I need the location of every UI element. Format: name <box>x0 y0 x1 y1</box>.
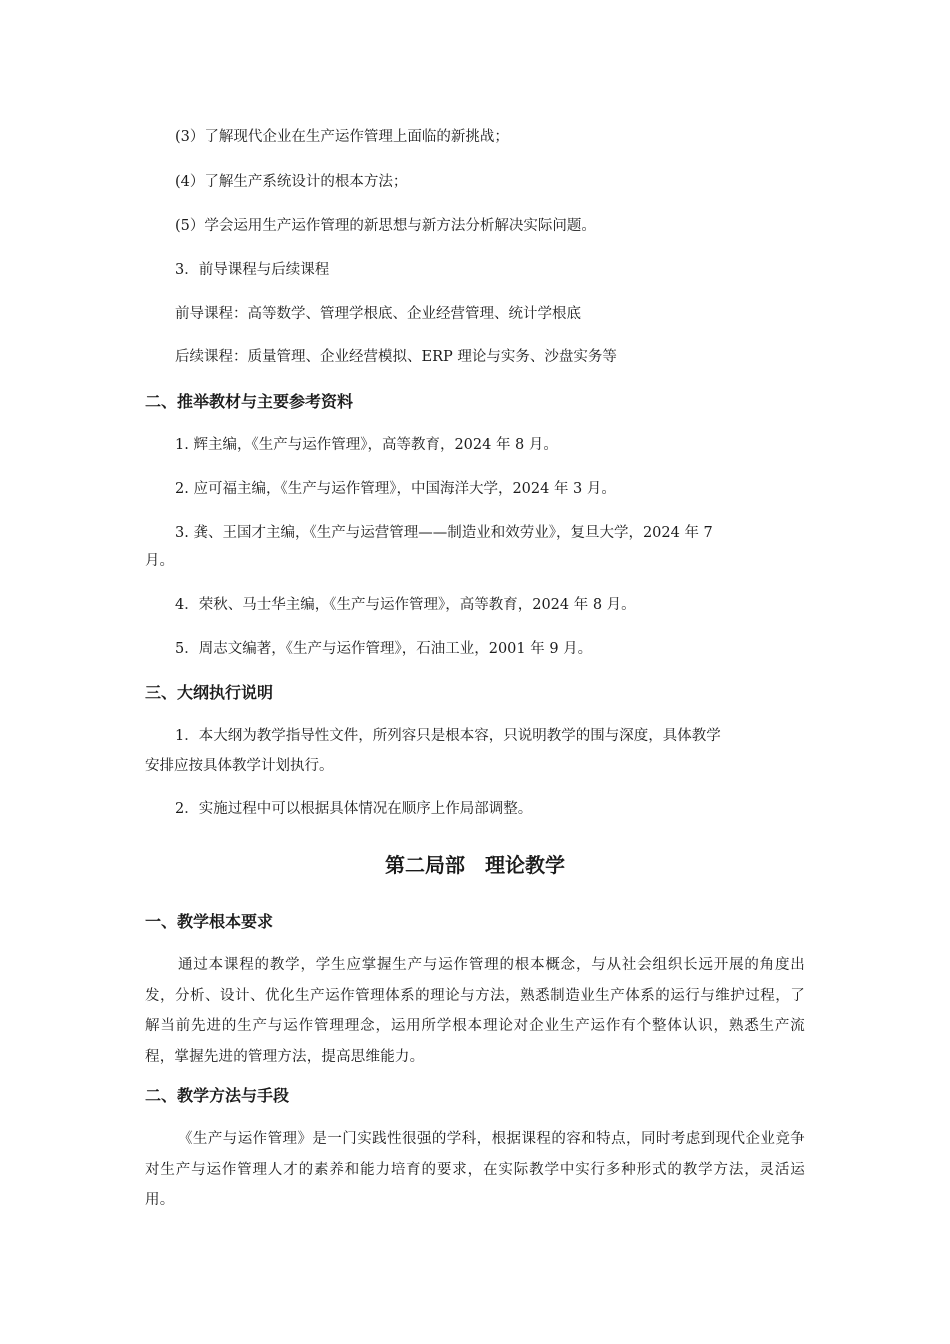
section-heading-requirements: 一、教学根本要求 <box>145 912 274 931</box>
execution-note-1-line1: 1．本大纲为教学指导性文件，所列容只是根本容，只说明教学的围与深度，具体教学 <box>175 728 721 744</box>
reference-3-line2: 月。 <box>145 553 174 569</box>
execution-note-1-line2: 安排应按具体教学计划执行。 <box>145 758 334 774</box>
section-heading-methods: 二、教学方法与手段 <box>145 1086 290 1105</box>
section-heading-execution: 三、大纲执行说明 <box>145 683 274 702</box>
reference-5: 5．周志文编著，《生产与运作管理》，石油工业，2001 年 9 月。 <box>175 641 593 657</box>
requirements-paragraph: 通过本课程的教学，学生应掌握生产与运作管理的根本概念，与从社会组织长远开展的角度出发，分析、设计、优化生产运作管理体系的理论与方法，熟悉制造业生产体系的运行与维护过程，了解当前先进的生产与运作管理理念，运用所学根本理论对企业生产运作有个整体认识，熟悉生产流程，掌握先进的管理方法，提高思维能力。 <box>145 957 805 1065</box>
section-heading-textbooks: 二、推举教材与主要参考资料 <box>145 392 354 411</box>
prereq-after: 后续课程：质量管理、企业经营模拟、ERP 理论与实务、沙盘实务等 <box>175 349 617 365</box>
prereq-heading: 3．前导课程与后续课程 <box>175 262 330 278</box>
prereq-before: 前导课程：高等数学、管理学根底、企业经营管理、统计学根底 <box>175 306 581 322</box>
objective-item-5: (5）学会运用生产运作管理的新思想与新方法分析解决实际问题。 <box>175 218 596 234</box>
methods-paragraph: 《生产与运作管理》是一门实践性很强的学科，根据课程的容和特点，同时考虑到现代企业竞争对生产与运作管理人才的素养和能力培育的要求，在实际教学中实行多种形式的教学方法，灵活运用。 <box>145 1131 805 1208</box>
objective-item-3: (3）了解现代企业在生产运作管理上面临的新挑战； <box>175 129 509 145</box>
part-title: 第二局部 理论教学 <box>385 853 565 877</box>
objective-item-4: (4）了解生产系统设计的根本方法； <box>175 174 408 190</box>
execution-note-2: 2．实施过程中可以根据具体情况在顺序上作局部调整。 <box>175 801 533 817</box>
reference-3-line1: 3. 龚、王国才主编，《生产与运营管理——制造业和效劳业》，复旦大学，2024 年 7 <box>175 525 713 541</box>
reference-4: 4．荣秋、马士华主编，《生产与运作管理》，高等教育，2024 年 8 月。 <box>175 597 636 613</box>
reference-1: 1. 辉主编，《生产与运作管理》，高等教育，2024 年 8 月。 <box>175 437 558 453</box>
reference-2: 2. 应可福主编，《生产与运作管理》，中国海洋大学，2024 年 3 月。 <box>175 481 616 497</box>
